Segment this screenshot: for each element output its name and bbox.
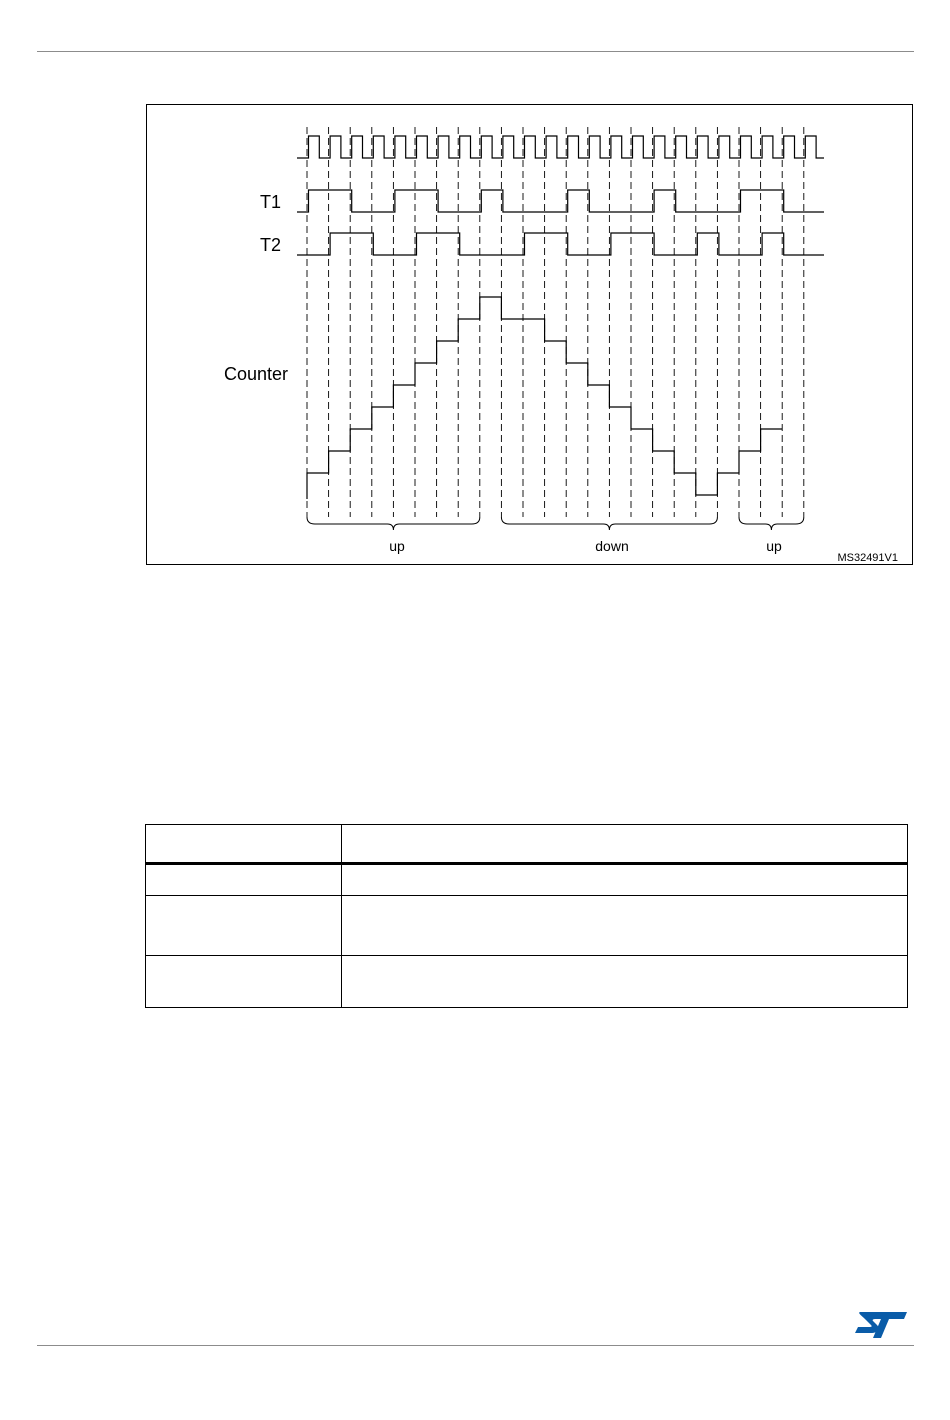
timing-diagram-figure bbox=[146, 104, 913, 565]
t2-waveform bbox=[297, 233, 824, 255]
figure-id: MS32491V1 bbox=[837, 552, 898, 564]
t2-label: T2 bbox=[260, 235, 282, 255]
phase-label-down: down bbox=[595, 538, 629, 554]
brace-up-1 bbox=[307, 517, 480, 530]
header-rule bbox=[37, 51, 914, 52]
clock-grid bbox=[307, 127, 804, 517]
brace-up-2 bbox=[739, 517, 804, 530]
t1-waveform bbox=[297, 190, 824, 212]
table-header-cell bbox=[342, 825, 908, 864]
direction-braces bbox=[307, 517, 804, 530]
t1-label: T1 bbox=[260, 192, 282, 212]
phase-label-up-2: up bbox=[766, 538, 782, 554]
table-row bbox=[146, 864, 908, 896]
table-row bbox=[146, 956, 908, 1008]
table-cell bbox=[146, 864, 342, 896]
timing-diagram bbox=[147, 105, 912, 564]
footer-rule bbox=[37, 1345, 914, 1346]
clock-trace bbox=[297, 136, 824, 158]
st-logo-icon bbox=[853, 1311, 909, 1339]
t1-trace bbox=[297, 190, 824, 212]
phase-label-up-1: up bbox=[389, 538, 405, 554]
table-cell bbox=[342, 896, 908, 956]
st-logo-shape bbox=[855, 1312, 907, 1338]
table-cell bbox=[342, 956, 908, 1008]
counter-label: Counter bbox=[224, 364, 289, 384]
brace-down bbox=[501, 517, 717, 530]
table-cell bbox=[146, 896, 342, 956]
clock-waveform bbox=[297, 136, 824, 158]
table-header-row bbox=[146, 825, 908, 864]
table-cell bbox=[146, 956, 342, 1008]
t2-trace bbox=[297, 233, 824, 255]
table-cell bbox=[342, 864, 908, 896]
encoder-mode-table bbox=[145, 824, 908, 1008]
table-row bbox=[146, 896, 908, 956]
table-header-cell bbox=[146, 825, 342, 864]
